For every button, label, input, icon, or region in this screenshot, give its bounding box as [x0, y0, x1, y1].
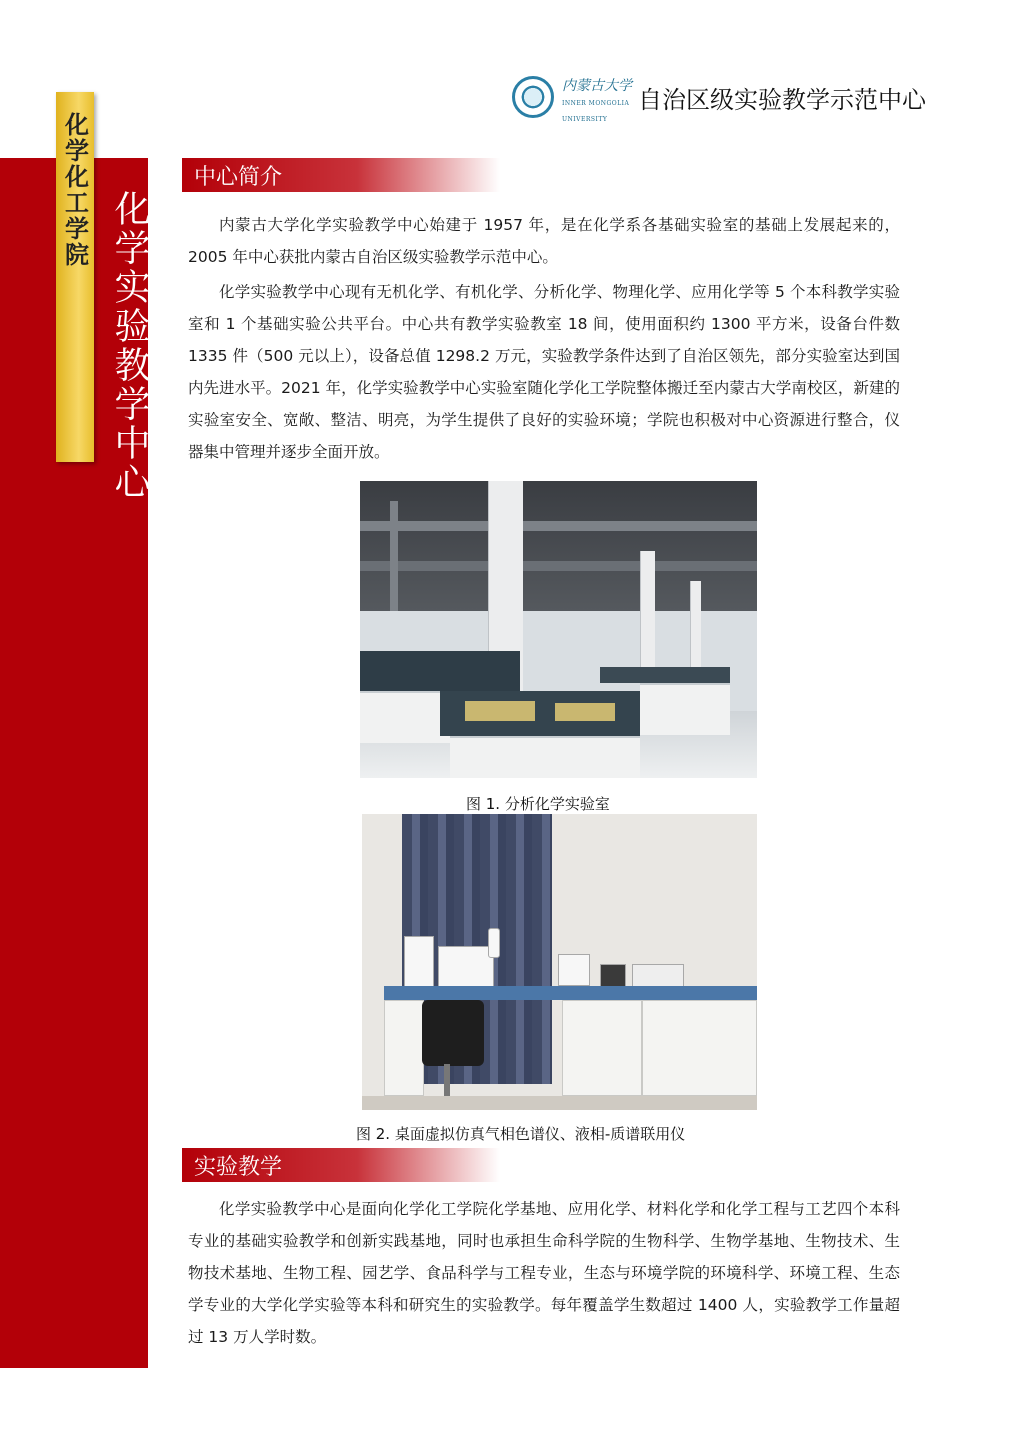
header-title: 自治区级实验教学示范中心	[638, 86, 926, 114]
figure-1-caption: 图 1. 分析化学实验室	[466, 795, 610, 813]
university-seal-icon	[512, 76, 554, 118]
figure-1-lab-photo	[360, 481, 757, 778]
section-heading-teaching: 实验教学	[182, 1148, 500, 1182]
center-vertical-title: 化学实验教学中心	[109, 190, 150, 502]
intro-paragraph-2: 化学实验教学中心现有无机化学、有机化学、分析化学、物理化学、应用化学等 5 个本科教学实验室和 1 个基础实验公共平台。中心共有教学实验教室 18 间，使用面积约 1300 平方米，设备台件数 1335 件（500 元以上），设备总值 1298.2 万元，实验教学条件达到了自治区领先，部分实验室达到国内先进水平。2021 年，化学实验教学中心实验室随化学化工学院整体搬迁至内蒙古大学南校区，新建的实验室安全、宽敞、整洁、明亮，为学生提供了良好的实验环境；学院也积极对中心资源进行整合，仪器集中管理并逐步全面开放。	[188, 283, 900, 461]
figure-2-caption: 图 2. 桌面虚拟仿真气相色谱仪、液相-质谱联用仪	[356, 1125, 686, 1143]
section-heading-intro: 中心简介	[182, 158, 500, 192]
college-name: 化学化工学院	[60, 112, 89, 268]
page-header	[512, 74, 932, 124]
teaching-paragraph: 化学实验教学中心是面向化学化工学院化学基地、应用化学、材料化学和化学工程与工艺四个本科专业的基础实验教学和创新实践基地，同时也承担生命科学院的生物科学、生物学基地、生物技术、生物技术基地、生物工程、园艺学、食品科学与工程专业，生态与环境学院的环境科学、环境工程、生态学专业的大学化学实验等本科和研究生的实验教学。每年覆盖学生数超过 1400 人，实验教学工作量超过 13 万人学时数。	[188, 1200, 900, 1346]
university-logotype: 内蒙古大学 INNER MONGOLIA UNIVERSITY	[562, 78, 632, 123]
intro-paragraph-1: 内蒙古大学化学实验教学中心始建于 1957 年，是在化学系各基础实验室的基础上发展起来的，2005 年中心获批内蒙古自治区级实验教学示范中心。	[188, 216, 900, 266]
figure-2-instruments-photo	[362, 814, 757, 1110]
college-tab	[56, 92, 94, 462]
